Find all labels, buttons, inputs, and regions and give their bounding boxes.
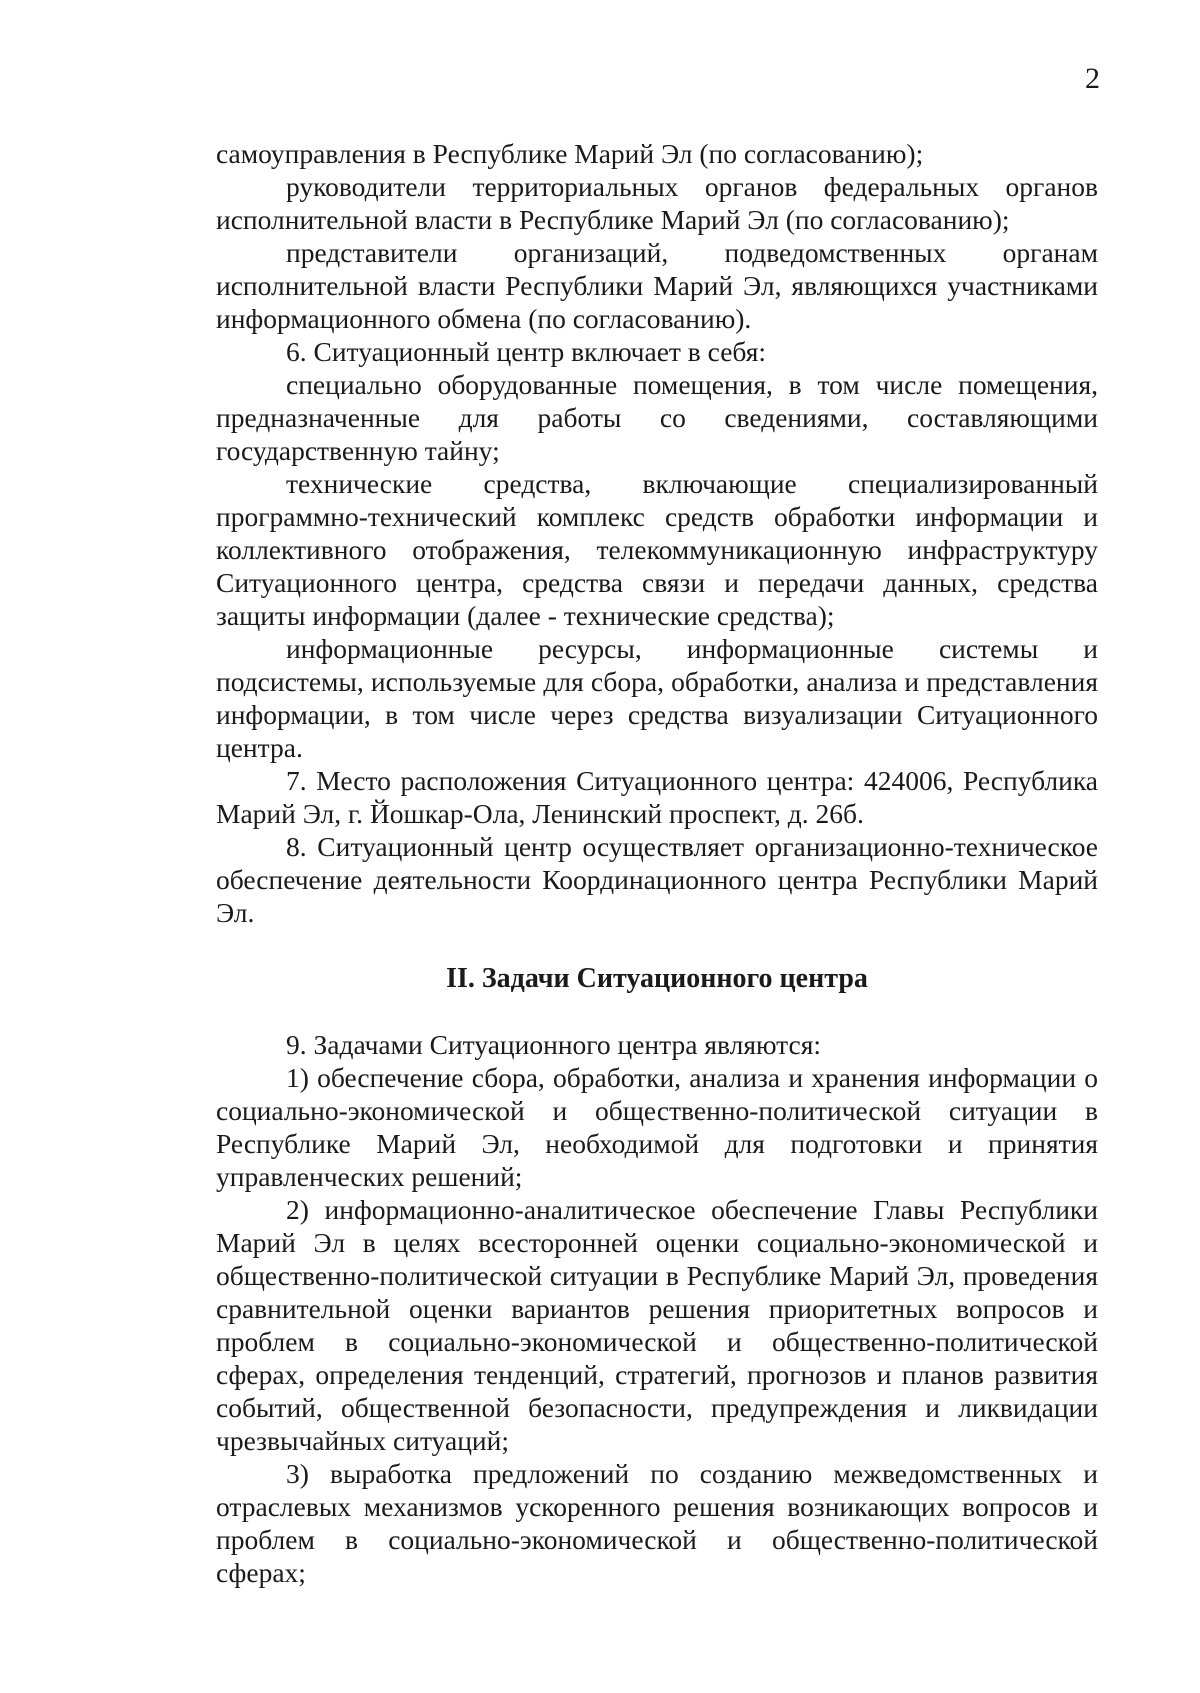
document-body [216, 137, 1098, 1589]
paragraph-federal-heads: руководители территориальных органов федеральных органов исполнительной власти в Республике Марий Эл (по согласованию); [216, 171, 1098, 235]
paragraph-technical-means: технические средства, включающие специализированный программно-технический комплекс средств обработки информации и коллективного отображения, телекоммуникационную инфраструктуру Ситуационного центра, средства связи и передачи данных, средства защиты информации (далее - технические средства); [216, 468, 1098, 631]
page-number: 2 [1085, 62, 1100, 95]
paragraph-premises: специально оборудованные помещения, в том числе помещения, предназначенные для работы со сведениями, составляющими государственную тайну; [216, 369, 1098, 466]
section-heading: II. Задачи Ситуационного центра [446, 963, 868, 994]
paragraph-item-9: 9. Задачами Ситуационного центра являются: [286, 1029, 822, 1060]
paragraph-organization-reps: представители организаций, подведомственных органам исполнительной власти Республики Марий Эл, являющихся участниками информационного обмена (по согласованию). [216, 237, 1098, 334]
paragraph-task-2: 2) информационно-аналитическое обеспечение Главы Республики Марий Эл в целях всесторонней оценки социально-экономической и общественно-политической ситуации в Республике Марий Эл, проведения сравнительной оценки вариантов решения приоритетных вопросов и проблем в социально-экономической и общественно-политической сферах, определения тенденций, стратегий, прогнозов и планов развития событий, общественной безопасности, предупреждения и ликвидации чрезвычайных ситуаций; [216, 1194, 1098, 1456]
paragraph-item-8: 8. Ситуационный центр осуществляет организационно-техническое обеспечение деятельности Координационного центра Республики Марий Эл. [216, 831, 1098, 928]
paragraph-task-1: 1) обеспечение сбора, обработки, анализа и хранения информации о социально-экономической и общественно-политической ситуации в Республике Марий Эл, необходимой для подготовки и принятия управленческих решений; [216, 1062, 1098, 1192]
paragraph-task-3: 3) выработка предложений по созданию межведомственных и отраслевых механизмов ускоренного решения возникающих вопросов и проблем в социально-экономической и общественно-политической сферах; [216, 1458, 1098, 1588]
paragraph-item-6: 6. Ситуационный центр включает в себя: [286, 336, 767, 367]
paragraph-continuation: самоуправления в Республике Марий Эл (по согласованию); [216, 138, 924, 169]
paragraph-item-7-location: 7. Место расположения Ситуационного центра: 424006, Республика Марий Эл, г. Йошкар-Ола, Ленинский проспект, д. 26б. [216, 765, 1098, 829]
paragraph-information-resources: информационные ресурсы, информационные системы и подсистемы, используемые для сбора, обработки, анализа и представления информации, в том числе через средства визуализации Ситуационного центра. [216, 633, 1098, 763]
